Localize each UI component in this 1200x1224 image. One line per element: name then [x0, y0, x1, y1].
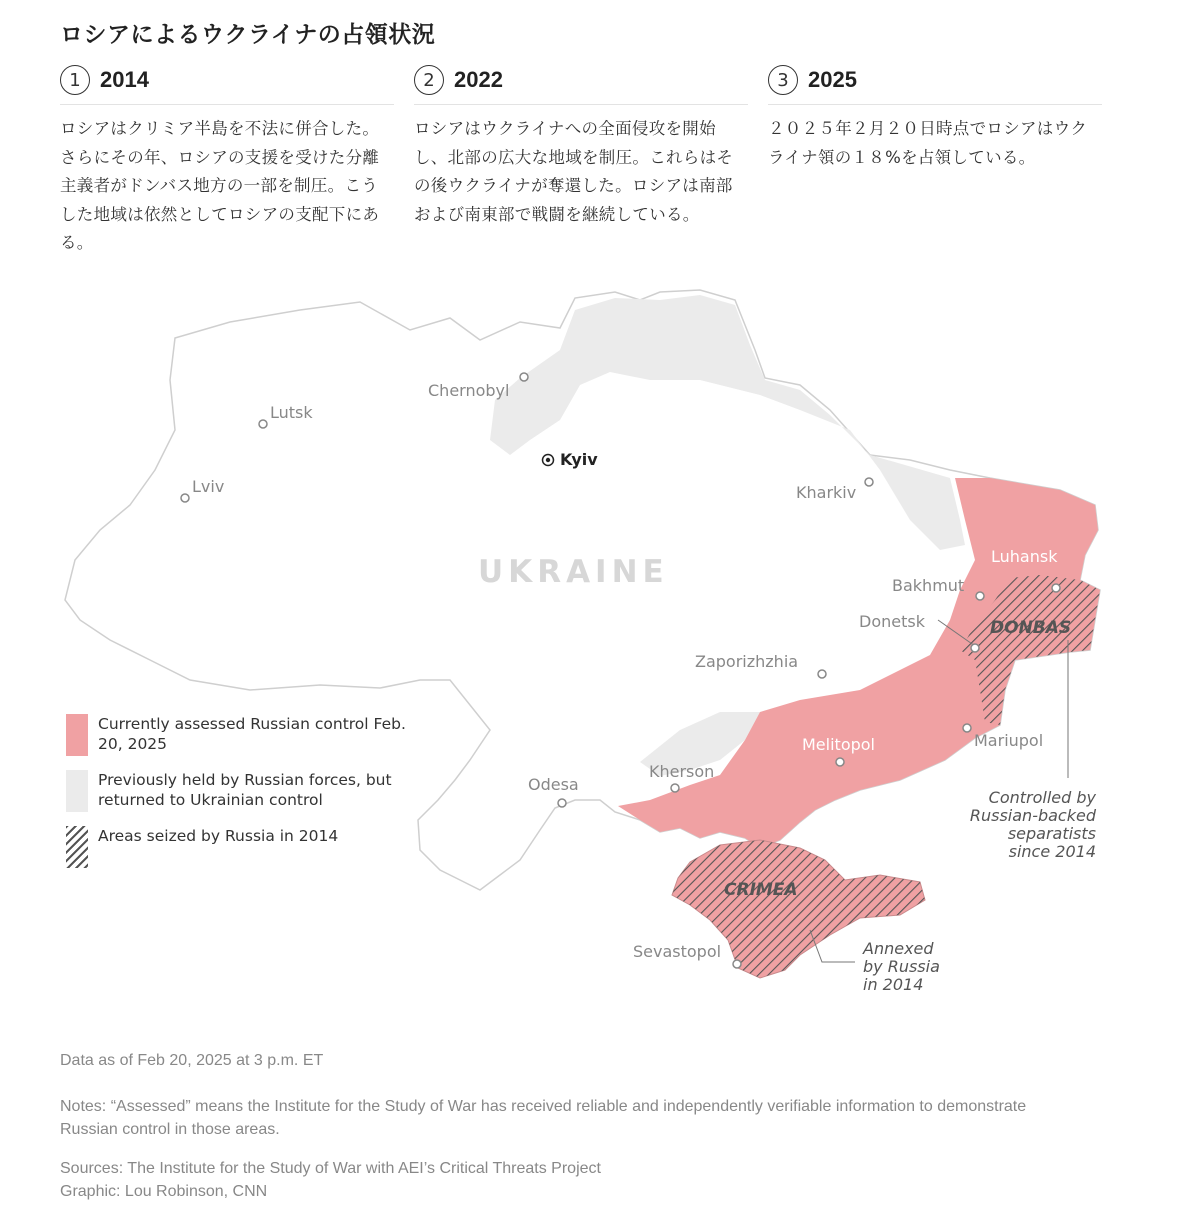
region-label-donbas: DONBAS [990, 618, 1072, 638]
svg-text:in 2014: in 2014 [863, 975, 924, 994]
svg-text:since 2014: since 2014 [1008, 842, 1096, 861]
legend-swatch-gray [66, 770, 88, 812]
crimea-annotation [862, 939, 940, 994]
legend-label: Previously held by Russian forces, but returned to Ukrainian control [98, 771, 392, 809]
city-label-kharkiv: Kharkiv [796, 483, 857, 502]
city-label-sevastopol: Sevastopol [633, 942, 722, 961]
city-label-mariupol: Mariupol [974, 731, 1044, 750]
city-label-chernobyl: Chernobyl [428, 381, 510, 400]
city-label-lviv: Lviv [192, 477, 225, 496]
city-label-donetsk: Donetsk [859, 612, 925, 631]
step-text: ロシアはクリミア半島を不法に併合した。さらにその年、ロシアの支援を受けた分離主義者がドンバス地方の一部を制圧。こうした地域は依然としてロシアの支配下にある。 [60, 119, 380, 252]
svg-text:by Russia: by Russia [863, 957, 940, 976]
legend-item-russian-control [66, 714, 418, 756]
city-label-bakhmut: Bakhmut [892, 576, 965, 595]
city-marker-bakhmut [976, 592, 984, 600]
step-number: 3 [768, 65, 798, 95]
ukraine-map [0, 270, 1200, 1040]
step-text: ２０２５年２月２０日時点でロシアはウクライナ領の１８%を占領している。 [768, 119, 1088, 167]
city-marker-donetsk [971, 644, 979, 652]
svg-text:Russian-backed: Russian-backed [969, 806, 1096, 825]
map-svg [0, 270, 1200, 1040]
svg-text:Annexed: Annexed [863, 939, 934, 958]
step-year: 2025 [808, 67, 857, 92]
footer-sources: Sources: The Institute for the Study of War with AEI’s Critical Threats Project [60, 1160, 601, 1177]
legend-label: Areas seized by Russia in 2014 [98, 827, 339, 845]
column-2025 [768, 62, 1102, 172]
city-label-luhansk: Luhansk [991, 547, 1058, 566]
city-marker-mariupol [963, 724, 971, 732]
step-year: 2022 [454, 67, 503, 92]
column-2014 [60, 62, 394, 258]
svg-text:Controlled by: Controlled by [988, 788, 1096, 807]
map-legend [66, 714, 418, 882]
data-as-of: Data as of Feb 20, 2025 at 3 p.m. ET [60, 1052, 324, 1069]
city-label-odesa: Odesa [528, 775, 579, 794]
legend-swatch-red [66, 714, 88, 756]
city-label-zaporizhzhia: Zaporizhzhia [695, 652, 799, 671]
country-label: UKRAINE [478, 554, 669, 590]
city-marker-melitopol [836, 758, 844, 766]
city-marker-odesa [558, 799, 566, 807]
city-marker-lutsk [259, 420, 267, 428]
capital-label: Kyiv [560, 450, 598, 469]
city-marker-kherson [671, 784, 679, 792]
city-label-melitopol: Melitopol [802, 735, 875, 754]
legend-label: Currently assessed Russian control Feb. 20, 2025 [98, 715, 406, 753]
page-title: ロシアによるウクライナの占領状況 [60, 22, 436, 48]
step-number: 1 [60, 65, 90, 95]
city-marker-sevastopol [733, 960, 741, 968]
city-label-lutsk: Lutsk [270, 403, 313, 422]
legend-swatch-hatch [66, 826, 88, 868]
city-marker-luhansk [1052, 584, 1060, 592]
svg-text:separatists: separatists [1007, 824, 1096, 843]
step-text: ロシアはウクライナへの全面侵攻を開始し、北部の広大な地域を制圧。これらはその後ウクライナが奪還した。ロシアは南部および南東部で戦闘を継続している。 [414, 119, 734, 224]
footer-graphic-credit: Graphic: Lou Robinson, CNN [60, 1183, 268, 1200]
donbas-annotation [970, 788, 1097, 861]
city-marker-zaporizhzhia [818, 670, 826, 678]
city-marker-kharkiv [865, 478, 873, 486]
region-label-crimea: CRIMEA [724, 880, 798, 900]
step-number: 2 [414, 65, 444, 95]
legend-item-returned [66, 770, 418, 812]
city-label-kherson: Kherson [649, 762, 715, 781]
city-marker-chernobyl [520, 373, 528, 381]
city-marker-lviv [181, 494, 189, 502]
column-2022 [414, 62, 748, 229]
footer-notes: Notes: “Assessed” means the Institute for the Study of War has received reliable and independently verifiable information to demonstrate Russian control in those areas. [60, 1098, 1027, 1138]
capital-marker [543, 455, 554, 466]
legend-item-seized-2014 [66, 826, 418, 868]
step-year: 2014 [100, 67, 149, 92]
